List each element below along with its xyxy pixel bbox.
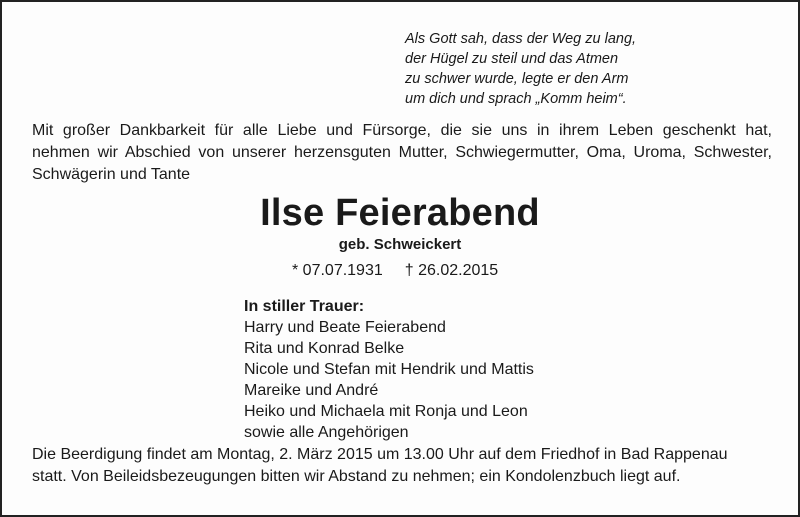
maiden-name: geb. Schweickert [338,236,462,253]
deceased-name: Ilse Feierabend [260,192,540,234]
poem-line: um dich und sprach „Komm heim“. [405,91,627,107]
funeral-line: Die Beerdigung findet am Montag, 2. März 2015 um 13.00 Uhr auf dem Friedhof in Bad Rappenau [32,446,728,463]
poem-line: der Hügel zu steil und das Atmen [405,51,619,67]
life-dates [292,260,498,282]
birth-date: * 07.07.1931 [292,262,383,279]
intro-line: nehmen wir Abschied von unserer herzensguten Mutter, Schwiegermutter, Oma, Uroma, Schwester, [32,144,772,161]
mourner-entry: sowie alle Angehörigen [244,424,409,441]
mourners-list [244,296,534,443]
mourner-entry: Nicole und Stefan mit Hendrik und Mattis [244,361,534,378]
mourner-entry: Harry und Beate Feierabend [244,319,446,336]
mourner-entry: Mareike und André [244,382,379,399]
intro-text [32,120,772,186]
mourner-entry: Heiko und Michaela mit Ronja und Leon [244,403,528,420]
intro-line: Mit großer Dankbarkeit für alle Liebe und Fürsorge, die sie uns in ihrem Leben geschenkt hat, [32,122,772,139]
funeral-info [32,444,772,488]
poem [405,29,636,109]
intro-line: Schwägerin und Tante [32,166,191,183]
mourners-heading: In stiller Trauer: [244,298,365,315]
death-date: † 26.02.2015 [404,262,499,279]
funeral-line: statt. Von Beileidsbezeugungen bitten wir Abstand zu nehmen; ein Kondolenzbuch liegt auf. [32,468,681,485]
poem-line: zu schwer wurde, legte er den Arm [405,71,629,87]
poem-line: Als Gott sah, dass der Weg zu lang, [405,31,637,47]
mourner-entry: Rita und Konrad Belke [244,340,405,357]
